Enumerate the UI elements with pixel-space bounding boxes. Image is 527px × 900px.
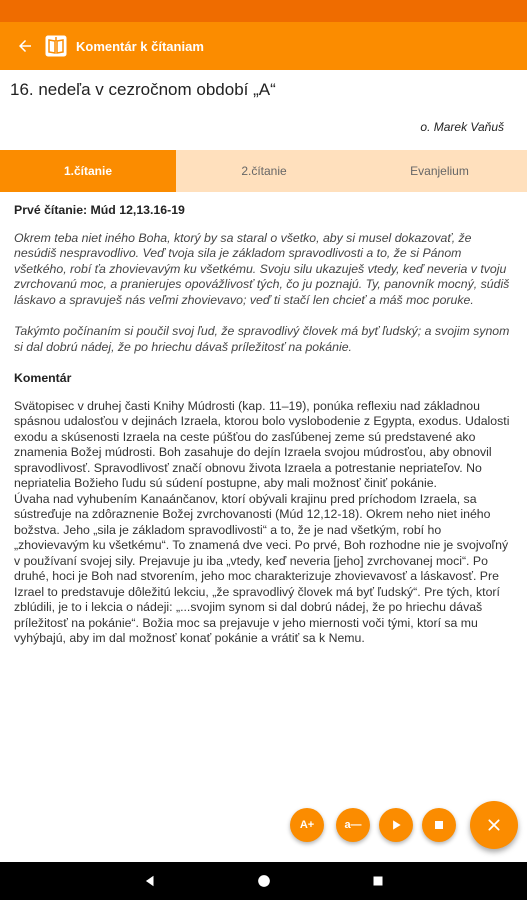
arrow-back-icon bbox=[16, 37, 34, 55]
commentary-heading: Komentár bbox=[14, 371, 72, 385]
nav-back-button[interactable] bbox=[120, 862, 180, 900]
book-icon bbox=[44, 34, 68, 58]
reading-paragraph-2: Takýmto počínaním si poučil svoj ľud, že spravodlivý človek má byť ľudský; a svojim synom si dal dobrú nádej, že po hriechu dávaš príležitosť na pokánie. bbox=[14, 324, 510, 354]
commentary-paragraph-2: Úvaha nad vyhubením Kanaánčanov, ktorí obývali krajinu pred príchodom Izraela, sa sústreďuje na zdôraznenie Božej zvrchovanosti (Múd 12,12-18). Okrem neho niet iného božstva. Jeho „sila je základom spravodlivosti“ a to, že je nad všetkým, robí ho „zhovievavým ku všetkému“. To znamená dve veci. Po prvé, Boh rozhodne nie je svojvoľný v používaní svojej sily. Prejavuje ju iba „vtedy, keď neveria [jeho] zvrchovanej moci“. Po druhé, hoci je Boh nad stvorením, jeho moc charakterizuje zhovievavosť a láskavosť. Pre Izrael to predstavuje dôležitú lekciu, „že spravodlivý človek má byť ľudský“. Pre tých, ktorí zblúdili, je to i lekcia o nádeji: „...svojim synom si dal dobrú nádej, že po hriechu dávaš príležitosť na pokánie“. Božia moc sa prejavuje v jeho miernosti voči tými, ktorí sa mu vyhýbajú, aby im dal možnosť konať pokánie a vrátiť sa k Nemu. bbox=[14, 491, 509, 645]
font-increase-button[interactable]: A+ bbox=[290, 808, 324, 842]
close-fab-button[interactable] bbox=[470, 801, 518, 849]
status-bar bbox=[0, 0, 527, 22]
play-button[interactable] bbox=[379, 808, 413, 842]
reading-paragraph-1: Okrem teba niet iného Boha, ktorý by sa staral o všetko, aby si musel dokazovať, že nesúdiš nespravodlivo. Veď tvoja sila je základom spravodlivosti a to, že si Pánom všetkého, robí ťa zhovievavým ku všetkému. Svoju silu ukazuješ vtedy, keď neveria v tvoju zvrchovanú moc, a pranierujes opovážlivosť tých, čo ju poznajú. Ty, panovník mocný, súdiš láskavo a spravuješ nás veľmi zhovievavo; veď ti stačí len chcieť a máš moc poruke. bbox=[14, 230, 510, 307]
commentary-paragraph-1: Svätopisec v druhej časti Knihy Múdrosti (kap. 11–19), ponúka reflexiu nad základnou spásnou udalosťou v dejinách Izraela, ktorou bolo vyslobodenie z Egypta, exodus. Udalosti exodu a skúsenosti Izraela na ceste púšťou do zasľúbenej zeme sú predstavené ako znamenia Božej múdrosti. Boh zasahuje do dejín Izraela svojou múdrosťou, aby obnovil spravodlivosť. Spravodlivosť značí obnovu života Izraela a potrestanie nepriateľov. No nepriatelia Božieho ľudu sú súdení postupne, aby mali možnosť činiť pokánie. bbox=[14, 398, 510, 490]
content-area bbox=[14, 203, 514, 647]
stop-button[interactable] bbox=[422, 808, 456, 842]
close-icon bbox=[486, 817, 502, 833]
page-title: 16. nedeľa v cezročnom období „A“ bbox=[10, 80, 276, 99]
app-title: Komentár k čítaniam bbox=[76, 38, 204, 54]
author-name: o. Marek Vaňuš bbox=[420, 120, 504, 134]
home-circle-icon bbox=[257, 874, 271, 888]
stop-icon bbox=[433, 819, 445, 831]
font-decrease-button[interactable]: a— bbox=[336, 808, 370, 842]
tab-gospel[interactable]: Evanjelium bbox=[352, 150, 527, 192]
app-bar bbox=[0, 22, 527, 70]
play-icon bbox=[389, 818, 403, 832]
tab-first-reading[interactable]: 1.čítanie bbox=[0, 150, 176, 192]
nav-home-button[interactable] bbox=[234, 862, 294, 900]
nav-recents-button[interactable] bbox=[348, 862, 408, 900]
system-nav-bar bbox=[0, 862, 527, 900]
reading-heading: Prvé čítanie: Múd 12,13.16-19 bbox=[14, 203, 185, 217]
back-button[interactable] bbox=[0, 22, 50, 70]
tab-second-reading[interactable]: 2.čítanie bbox=[176, 150, 352, 192]
recents-square-icon bbox=[372, 875, 384, 887]
back-triangle-icon bbox=[143, 874, 157, 888]
reading-tabs bbox=[0, 150, 527, 192]
